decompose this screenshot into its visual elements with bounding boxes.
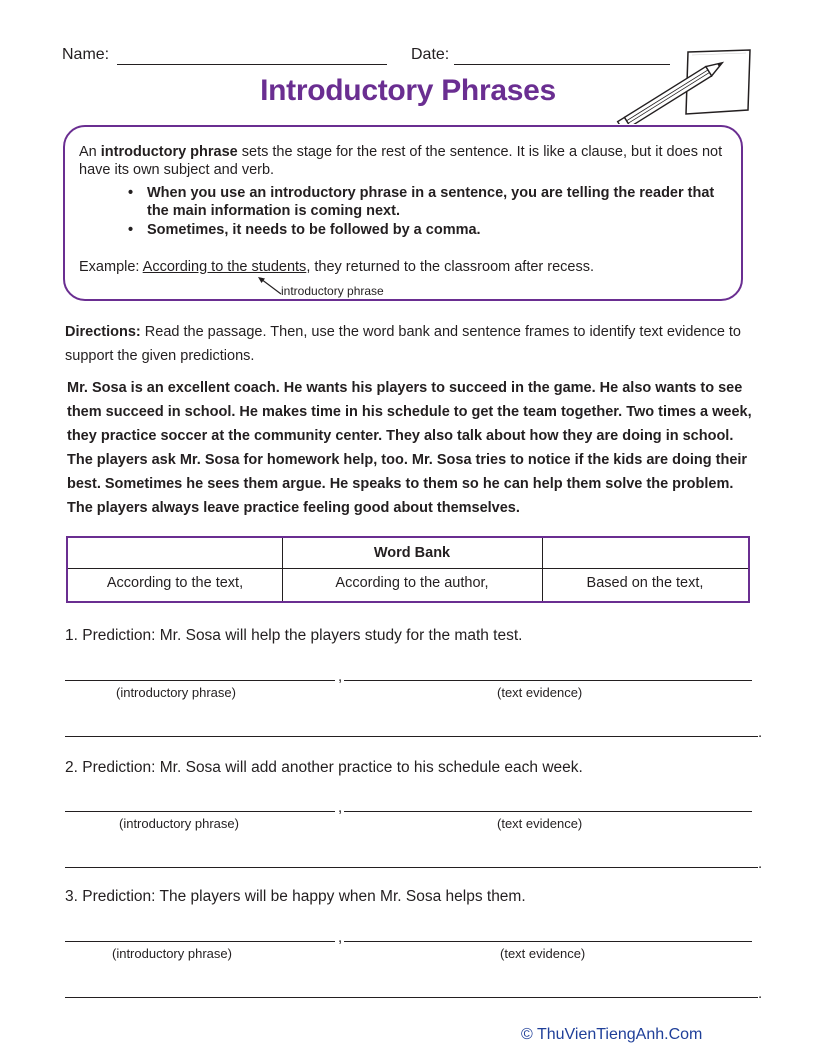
prediction-2: 2. Prediction: Mr. Sosa will add another practice to his schedule each week.	[65, 759, 583, 776]
definition-term: introductory phrase	[100, 144, 238, 160]
example-phrase: According to the students	[142, 259, 307, 275]
name-field[interactable]	[117, 64, 387, 65]
footer-credit: © ThuVienTiengAnh.Com	[521, 1026, 703, 1043]
bullet-dot: •	[128, 185, 134, 201]
word-bank-table	[66, 536, 750, 603]
word-bank-item: According to the text,	[106, 575, 244, 591]
text-evidence-label: (text evidence)	[497, 685, 583, 700]
answer-line-continue[interactable]	[65, 736, 758, 737]
text-evidence-label: (text evidence)	[497, 816, 583, 831]
answer-line-intro[interactable]	[65, 941, 335, 942]
definition-line-1: An introductory phrase sets the stage for the rest of the sentence. It is like a clause, but it does not	[79, 144, 723, 160]
annotation-label: introductory phrase	[281, 284, 384, 298]
bullet-2: Sometimes, it needs to be followed by a comma.	[147, 222, 481, 238]
word-bank-item: Based on the text,	[586, 575, 704, 591]
intro-phrase-label: (introductory phrase)	[119, 816, 239, 831]
date-label: Date:	[411, 46, 450, 63]
word-bank-title: Word Bank	[373, 545, 451, 561]
definition-line-2: have its own subject and verb.	[79, 162, 275, 178]
answer-line-evidence[interactable]	[344, 811, 752, 812]
prediction-3: 3. Prediction: The players will be happy when Mr. Sosa helps them.	[65, 888, 526, 905]
answer-line-intro[interactable]	[65, 811, 335, 812]
definition-box	[63, 125, 743, 301]
intro-phrase-label: (introductory phrase)	[116, 685, 236, 700]
word-bank-item: According to the author,	[335, 575, 489, 591]
intro-phrase-label: (introductory phrase)	[112, 946, 232, 961]
bullet-dot: •	[128, 222, 134, 238]
bullet-1-line-2: the main information is coming next.	[147, 203, 400, 219]
text-evidence-label: (text evidence)	[500, 946, 586, 961]
answer-line-continue[interactable]	[65, 867, 758, 868]
answer-line-evidence[interactable]	[344, 941, 752, 942]
directions: Directions: Read the passage. Then, use the word bank and sentence frames to identify text evidence to support the given predictions.	[65, 324, 741, 364]
reading-passage: Mr. Sosa is an excellent coach. He wants his players to succeed in the game. He also wants to see them succeed in school. He makes time in his schedule to get the team together. Two times a week, they practice soccer at the community center. They also talk about how they are doing in school. The players ask Mr. Sosa for homework help, too. Mr. Sosa tries to notice if the kids are doing their best. Sometimes he sees them argue. He speaks to them so he can help them solve the problem. The players always leave practice feeling good about themselves.	[67, 380, 752, 516]
page-title: Introductory Phrases	[260, 74, 556, 107]
example-sentence: Example: According to the students, they returned to the classroom after recess.	[79, 259, 595, 275]
answer-line-evidence[interactable]	[344, 680, 752, 681]
name-label: Name:	[62, 46, 110, 63]
answer-line-continue[interactable]	[65, 997, 758, 998]
answer-line-intro[interactable]	[65, 680, 335, 681]
prediction-1: 1. Prediction: Mr. Sosa will help the players study for the math test.	[65, 627, 523, 644]
bullet-1-line-1: When you use an introductory phrase in a sentence, you are telling the reader that	[147, 185, 715, 201]
